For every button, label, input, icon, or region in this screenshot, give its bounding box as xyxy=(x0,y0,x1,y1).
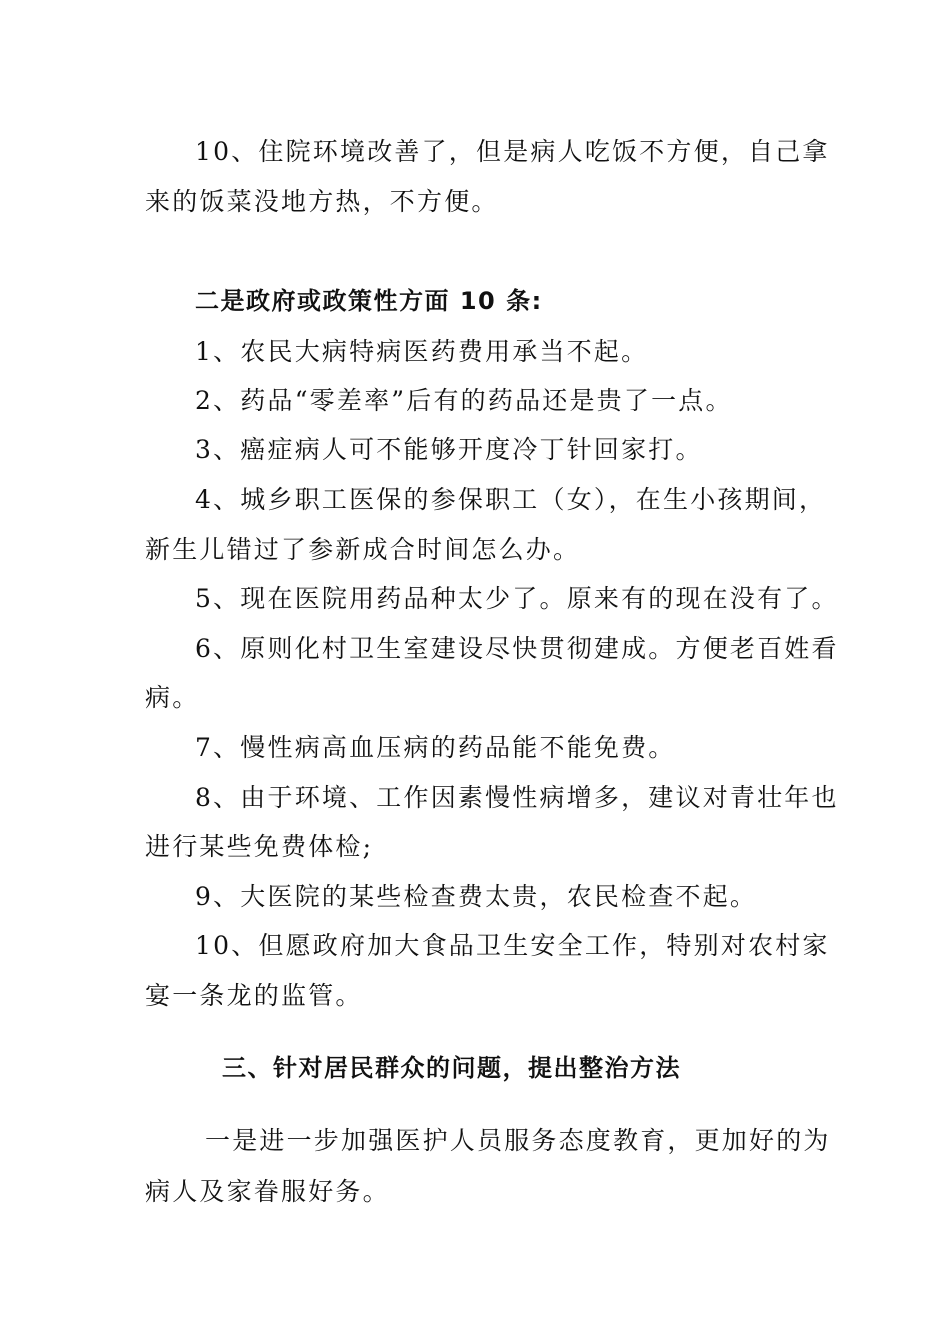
paragraph-line: 10、住院环境改善了，但是病人吃饭不方便，自己拿 xyxy=(195,137,830,166)
section-heading: 三、针对居民群众的问题，提出整治方法 xyxy=(222,1054,681,1082)
list-item-continuation: 新生儿错过了参新成合时间怎么办。 xyxy=(145,535,581,564)
list-item-continuation: 进行某些免费体检; xyxy=(145,832,374,861)
list-item: 8、由于环境、工作因素慢性病增多，建议对青壮年也 xyxy=(195,783,839,812)
paragraph-line: 一是进一步加强医护人员服务态度教育，更加好的为 xyxy=(205,1126,831,1155)
list-item: 4、城乡职工医保的参保职工（女），在生小孩期间， xyxy=(195,485,827,514)
list-item: 7、慢性病高血压病的药品能不能免费。 xyxy=(195,733,676,762)
list-item: 6、原则化村卫生室建设尽快贯彻建成。方便老百姓看 xyxy=(195,634,839,663)
section-heading: 二是政府或政策性方面 10 条: xyxy=(195,287,543,315)
list-item: 3、癌症病人可不能够开度冷丁针回家打。 xyxy=(195,435,703,464)
list-item: 9、大医院的某些检查费太贵，农民检查不起。 xyxy=(195,882,758,911)
paragraph-line: 病人及家眷服好务。 xyxy=(145,1177,390,1206)
list-item: 10、但愿政府加大食品卫生安全工作，特别对农村家 xyxy=(195,931,830,960)
list-item: 2、药品“零差率”后有的药品还是贵了一点。 xyxy=(195,386,733,415)
list-item: 1、农民大病特病医药费用承当不起。 xyxy=(195,337,649,366)
list-item-continuation: 病。 xyxy=(145,683,200,712)
list-item-continuation: 宴一条龙的监管。 xyxy=(145,981,363,1010)
list-item: 5、现在医院用药品种太少了。原来有的现在没有了。 xyxy=(195,584,839,613)
paragraph-line: 来的饭菜没地方热，不方便。 xyxy=(145,187,499,216)
